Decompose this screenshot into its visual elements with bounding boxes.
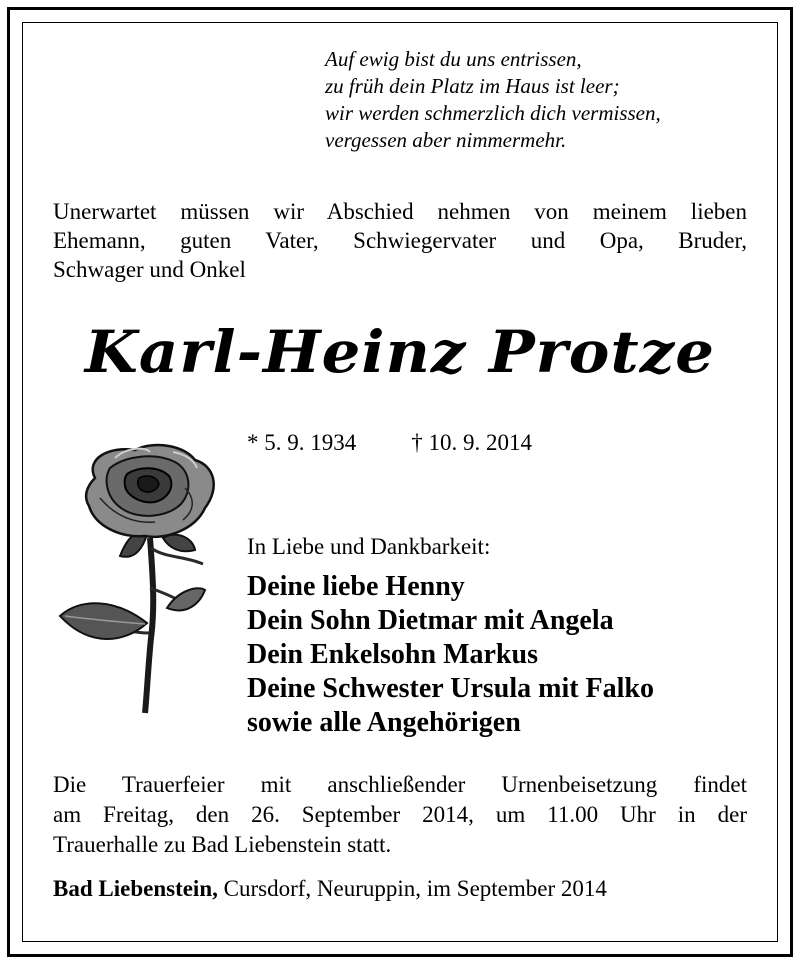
mourner-name: sowie alle Angehörigen: [247, 707, 521, 738]
memorial-poem: [325, 46, 661, 154]
intro-line: Ehemann, guten Vater, Schwiegervater und Opa, Bruder,: [53, 228, 747, 253]
funeral-line: Trauerhalle zu Bad Liebenstein statt.: [53, 832, 392, 857]
poem-line: vergessen aber nimmermehr.: [325, 128, 567, 152]
birth-date: * 5. 9. 1934: [247, 430, 357, 455]
intro-text: [53, 197, 747, 284]
mourner-name: Dein Sohn Dietmar mit Angela: [247, 605, 614, 636]
poem-line: Auf ewig bist du uns entrissen,: [325, 47, 582, 71]
life-dates: [247, 430, 532, 456]
funeral-info: [53, 770, 747, 860]
poem-line: wir werden schmerzlich dich vermissen,: [325, 101, 661, 125]
mourners-list: [247, 570, 654, 740]
closing-place: Bad Liebenstein,: [53, 876, 218, 901]
mourner-name: Deine liebe Henny: [247, 571, 465, 602]
deceased-name: Karl-Heinz Protze: [84, 318, 716, 386]
thanks-heading: In Liebe und Dankbarkeit:: [247, 534, 491, 559]
closing-rest: Cursdorf, Neuruppin, im September 2014: [217, 876, 607, 901]
funeral-line: am Freitag, den 26. September 2014, um 11.00 Uhr in der: [53, 802, 747, 827]
rose-icon: [55, 438, 230, 718]
intro-line: Schwager und Onkel: [53, 257, 246, 282]
poem-line: zu früh dein Platz im Haus ist leer;: [325, 74, 620, 98]
intro-line: Unerwartet müssen wir Abschied nehmen von meinem lieben: [53, 199, 747, 224]
death-date: † 10. 9. 2014: [411, 430, 532, 455]
mourner-name: Deine Schwester Ursula mit Falko: [247, 673, 654, 704]
mourner-name: Dein Enkelsohn Markus: [247, 639, 538, 670]
closing-line: [53, 876, 607, 902]
funeral-line: Die Trauerfeier mit anschließender Urnenbeisetzung findet: [53, 772, 747, 797]
